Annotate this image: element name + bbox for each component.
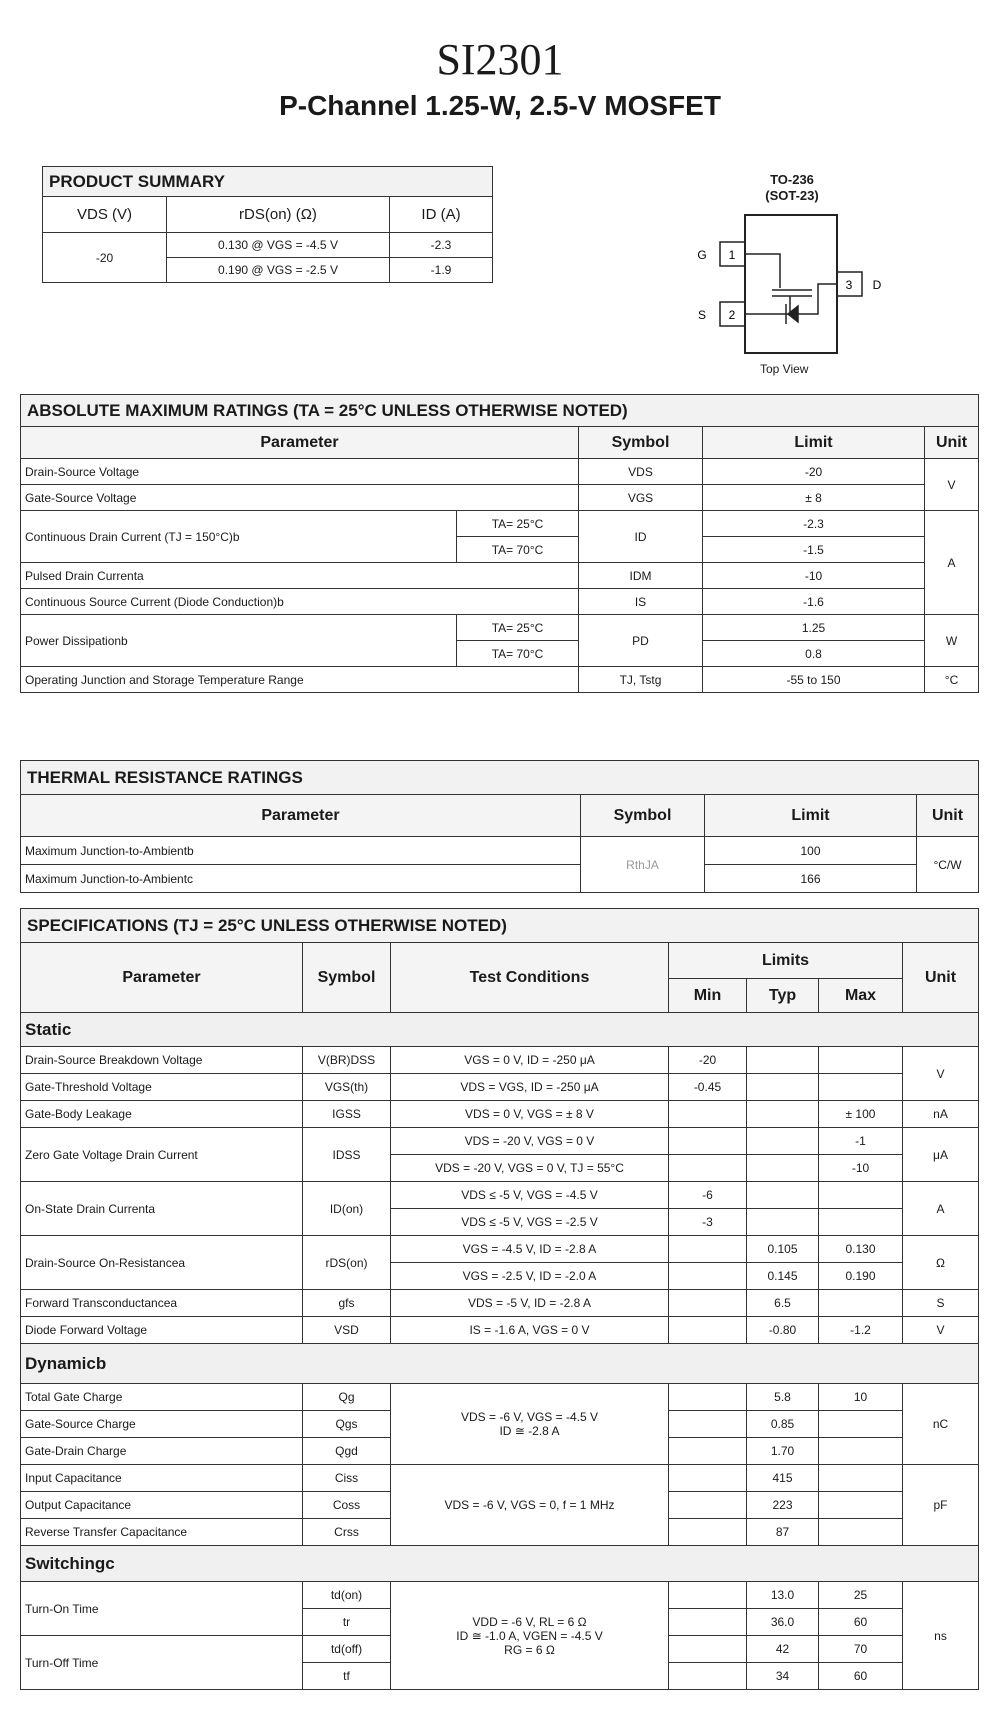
idon-min2: -3 xyxy=(669,1209,747,1236)
abs-is-limit: -1.6 xyxy=(703,589,925,615)
switching-conditions xyxy=(391,1582,669,1690)
coss-symbol: Coss xyxy=(303,1492,391,1519)
thermal-col-limit: Limit xyxy=(705,795,917,837)
abs-max-heading: ABSOLUTE MAXIMUM RATINGS (TA = 25°C UNLESS OTHERWISE NOTED) xyxy=(21,395,979,427)
abs-vds-limit: -20 xyxy=(703,459,925,485)
switching-unit: ns xyxy=(903,1582,979,1690)
abs-is-param: Continuous Source Current (Diode Conduction)b xyxy=(21,589,579,615)
charge-cond-line1: VDS = -6 V, VGS = -4.5 V xyxy=(461,1410,598,1424)
qgs-param: Gate-Source Charge xyxy=(21,1411,303,1438)
qg-typ: 5.8 xyxy=(747,1384,819,1411)
vsd-param: Diode Forward Voltage xyxy=(21,1317,303,1344)
crss-param: Reverse Transfer Capacitance xyxy=(21,1519,303,1546)
vsd-cond: IS = -1.6 A, VGS = 0 V xyxy=(391,1317,669,1344)
abs-tj-param: Operating Junction and Storage Temperature Range xyxy=(21,667,579,693)
switch-cond-line1: VDD = -6 V, RL = 6 Ω xyxy=(472,1614,587,1629)
thermal-row1-limit: 100 xyxy=(705,837,917,865)
rdson-param: Drain-Source On-Resistancea xyxy=(21,1236,303,1290)
thermal-col-symbol: Symbol xyxy=(581,795,705,837)
idon-param: On-State Drain Currenta xyxy=(21,1182,303,1236)
abs-id-limit1: -2.3 xyxy=(703,511,925,537)
gfs-param: Forward Transconductancea xyxy=(21,1290,303,1317)
summary-id-1: -2.3 xyxy=(390,233,493,258)
charge-conditions xyxy=(391,1384,669,1465)
document-subtitle: P-Channel 1.25-W, 2.5-V MOSFET xyxy=(279,90,721,121)
abs-col-limit: Limit xyxy=(703,427,925,459)
idon-unit: A xyxy=(903,1182,979,1236)
idon-cond1: VDS ≤ -5 V, VGS = -4.5 V xyxy=(391,1182,669,1209)
qgd-typ: 1.70 xyxy=(747,1438,819,1465)
crss-symbol: Crss xyxy=(303,1519,391,1546)
thermal-unit: °C/W xyxy=(917,837,979,893)
specs-col-symbol: Symbol xyxy=(303,943,391,1013)
rdson-unit: Ω xyxy=(903,1236,979,1290)
absolute-max-ratings-table xyxy=(20,394,979,693)
pin-s-label: S xyxy=(697,308,707,322)
abs-id-cond1: TA= 25°C xyxy=(457,511,579,537)
igss-symbol: IGSS xyxy=(303,1101,391,1128)
specs-heading: SPECIFICATIONS (TJ = 25°C UNLESS OTHERWISE NOTED) xyxy=(21,909,979,943)
ciss-param: Input Capacitance xyxy=(21,1465,303,1492)
gfs-cond: VDS = -5 V, ID = -2.8 A xyxy=(391,1290,669,1317)
abs-id-param: Continuous Drain Current (TJ = 150°C)b xyxy=(21,511,457,563)
summary-id-2: -1.9 xyxy=(390,258,493,283)
thermal-row1-param: Maximum Junction-to-Ambientb xyxy=(21,837,581,865)
vsd-symbol: VSD xyxy=(303,1317,391,1344)
pin1-number: 1 xyxy=(728,248,736,262)
abs-id-cond2: TA= 70°C xyxy=(457,537,579,563)
idss-max2: -10 xyxy=(819,1155,903,1182)
switch-cond-line2: ID ≅ -1.0 A, VGEN = -4.5 V xyxy=(456,1628,603,1643)
pin2-number: 2 xyxy=(728,308,736,322)
tdoff-symbol: td(off) xyxy=(303,1636,391,1663)
tr-symbol: tr xyxy=(303,1609,391,1636)
abs-pd-limit2: 0.8 xyxy=(703,641,925,667)
igss-unit: nA xyxy=(903,1101,979,1128)
gfs-unit: S xyxy=(903,1290,979,1317)
cap-conditions: VDS = -6 V, VGS = 0, f = 1 MHz xyxy=(391,1465,669,1546)
vgsth-min: -0.45 xyxy=(669,1074,747,1101)
qg-max: 10 xyxy=(819,1384,903,1411)
idon-symbol: ID(on) xyxy=(303,1182,391,1236)
thermal-symbol: RthJA xyxy=(581,837,705,893)
abs-col-unit: Unit xyxy=(925,427,979,459)
idss-max1: -1 xyxy=(819,1128,903,1155)
ciss-symbol: Ciss xyxy=(303,1465,391,1492)
abs-volt-unit: V xyxy=(925,459,979,511)
tf-typ: 34 xyxy=(747,1663,819,1690)
abs-pd-limit1: 1.25 xyxy=(703,615,925,641)
rdson-symbol: rDS(on) xyxy=(303,1236,391,1290)
abs-tj-symbol: TJ, Tstg xyxy=(579,667,703,693)
summary-vds-value: -20 xyxy=(43,233,167,283)
tdoff-typ: 42 xyxy=(747,1636,819,1663)
ton-param: Turn-On Time xyxy=(21,1582,303,1636)
vgsth-param: Gate-Threshold Voltage xyxy=(21,1074,303,1101)
abs-id-symbol: ID xyxy=(579,511,703,563)
col-rds: rDS(on) (Ω) xyxy=(167,197,390,233)
rdson-max1: 0.130 xyxy=(819,1236,903,1263)
specs-col-limits: Limits xyxy=(669,943,903,979)
specs-col-conditions: Test Conditions xyxy=(391,943,669,1013)
specs-col-parameter: Parameter xyxy=(21,943,303,1013)
ciss-typ: 415 xyxy=(747,1465,819,1492)
summary-rds-2: 0.190 @ VGS = -2.5 V xyxy=(167,258,390,283)
abs-idm-limit: -10 xyxy=(703,563,925,589)
coss-typ: 223 xyxy=(747,1492,819,1519)
product-summary-table xyxy=(42,166,493,283)
qgd-param: Gate-Drain Charge xyxy=(21,1438,303,1465)
abs-vds-symbol: VDS xyxy=(579,459,703,485)
tdon-symbol: td(on) xyxy=(303,1582,391,1609)
tdon-max: 25 xyxy=(819,1582,903,1609)
qg-param: Total Gate Charge xyxy=(21,1384,303,1411)
package-name: TO-236 xyxy=(770,172,814,187)
abs-amp-unit: A xyxy=(925,511,979,615)
abs-id-limit2: -1.5 xyxy=(703,537,925,563)
static-v-unit: V xyxy=(903,1047,979,1101)
specs-col-unit: Unit xyxy=(903,943,979,1013)
pin3-number: 3 xyxy=(845,278,853,292)
charge-unit: nC xyxy=(903,1384,979,1465)
specs-col-max: Max xyxy=(819,979,903,1013)
document-title: SI2301 xyxy=(436,35,564,84)
igss-cond: VDS = 0 V, VGS = ± 8 V xyxy=(391,1101,669,1128)
abs-pd-unit: W xyxy=(925,615,979,667)
idss-param: Zero Gate Voltage Drain Current xyxy=(21,1128,303,1182)
bvdss-min: -20 xyxy=(669,1047,747,1074)
tdoff-max: 70 xyxy=(819,1636,903,1663)
abs-pd-param: Power Dissipationb xyxy=(21,615,457,667)
vgsth-symbol: VGS(th) xyxy=(303,1074,391,1101)
abs-vgs-symbol: VGS xyxy=(579,485,703,511)
bvdss-param: Drain-Source Breakdown Voltage xyxy=(21,1047,303,1074)
idon-cond2: VDS ≤ -5 V, VGS = -2.5 V xyxy=(391,1209,669,1236)
rdson-cond1: VGS = -4.5 V, ID = -2.8 A xyxy=(391,1236,669,1263)
tr-max: 60 xyxy=(819,1609,903,1636)
idss-unit: μA xyxy=(903,1128,979,1182)
tr-typ: 36.0 xyxy=(747,1609,819,1636)
idss-cond1: VDS = -20 V, VGS = 0 V xyxy=(391,1128,669,1155)
crss-typ: 87 xyxy=(747,1519,819,1546)
qg-symbol: Qg xyxy=(303,1384,391,1411)
specs-col-min: Min xyxy=(669,979,747,1013)
abs-pd-cond1: TA= 25°C xyxy=(457,615,579,641)
abs-vds-param: Drain-Source Voltage xyxy=(21,459,579,485)
tf-symbol: tf xyxy=(303,1663,391,1690)
thermal-heading: THERMAL RESISTANCE RATINGS xyxy=(21,761,979,795)
pin-g-label: G xyxy=(697,248,707,262)
specifications-table xyxy=(20,908,979,1690)
idss-cond2: VDS = -20 V, VGS = 0 V, TJ = 55°C xyxy=(391,1155,669,1182)
coss-param: Output Capacitance xyxy=(21,1492,303,1519)
rdson-cond2: VGS = -2.5 V, ID = -2.0 A xyxy=(391,1263,669,1290)
thermal-row2-limit: 166 xyxy=(705,865,917,893)
thermal-resistance-table xyxy=(20,760,979,893)
abs-col-parameter: Parameter xyxy=(21,427,579,459)
rdson-typ2: 0.145 xyxy=(747,1263,819,1290)
tf-max: 60 xyxy=(819,1663,903,1690)
toff-param: Turn-Off Time xyxy=(21,1636,303,1690)
gfs-symbol: gfs xyxy=(303,1290,391,1317)
top-view-label: Top View xyxy=(760,362,809,376)
bvdss-cond: VGS = 0 V, ID = -250 μA xyxy=(391,1047,669,1074)
vsd-unit: V xyxy=(903,1317,979,1344)
charge-cond-line2: ID ≅ -2.8 A xyxy=(499,1424,560,1438)
switch-cond-line3: RG = 6 Ω xyxy=(504,1642,555,1657)
col-id: ID (A) xyxy=(390,197,493,233)
igss-param: Gate-Body Leakage xyxy=(21,1101,303,1128)
package-alt-name: (SOT-23) xyxy=(765,188,819,203)
abs-tj-unit: °C xyxy=(925,667,979,693)
igss-max: ± 100 xyxy=(819,1101,903,1128)
thermal-col-unit: Unit xyxy=(917,795,979,837)
thermal-row2-param: Maximum Junction-to-Ambientc xyxy=(21,865,581,893)
abs-idm-param: Pulsed Drain Currenta xyxy=(21,563,579,589)
qgs-symbol: Qgs xyxy=(303,1411,391,1438)
idss-symbol: IDSS xyxy=(303,1128,391,1182)
abs-col-symbol: Symbol xyxy=(579,427,703,459)
section-static: Static xyxy=(21,1013,979,1047)
sot23-pinout-diagram xyxy=(690,200,890,360)
section-switching: Switchingc xyxy=(21,1546,979,1582)
vsd-typ: -0.80 xyxy=(747,1317,819,1344)
bvdss-symbol: V(BR)DSS xyxy=(303,1047,391,1074)
idon-min1: -6 xyxy=(669,1182,747,1209)
summary-rds-1: 0.130 @ VGS = -4.5 V xyxy=(167,233,390,258)
abs-vgs-param: Gate-Source Voltage xyxy=(21,485,579,511)
pin-d-label: D xyxy=(872,278,882,292)
abs-vgs-limit: ± 8 xyxy=(703,485,925,511)
abs-is-symbol: IS xyxy=(579,589,703,615)
col-vds: VDS (V) xyxy=(43,197,167,233)
section-dynamic: Dynamicb xyxy=(21,1344,979,1384)
qgs-typ: 0.85 xyxy=(747,1411,819,1438)
abs-idm-symbol: IDM xyxy=(579,563,703,589)
abs-tj-limit: -55 to 150 xyxy=(703,667,925,693)
cap-unit: pF xyxy=(903,1465,979,1546)
abs-pd-cond2: TA= 70°C xyxy=(457,641,579,667)
gfs-typ: 6.5 xyxy=(747,1290,819,1317)
tdon-typ: 13.0 xyxy=(747,1582,819,1609)
vgsth-cond: VDS = VGS, ID = -250 μA xyxy=(391,1074,669,1101)
thermal-col-parameter: Parameter xyxy=(21,795,581,837)
abs-pd-symbol: PD xyxy=(579,615,703,667)
vsd-max: -1.2 xyxy=(819,1317,903,1344)
specs-col-typ: Typ xyxy=(747,979,819,1013)
rdson-max2: 0.190 xyxy=(819,1263,903,1290)
product-summary-heading: PRODUCT SUMMARY xyxy=(43,167,493,197)
mosfet-symbol-icon xyxy=(745,254,837,324)
rdson-typ1: 0.105 xyxy=(747,1236,819,1263)
qgd-symbol: Qgd xyxy=(303,1438,391,1465)
